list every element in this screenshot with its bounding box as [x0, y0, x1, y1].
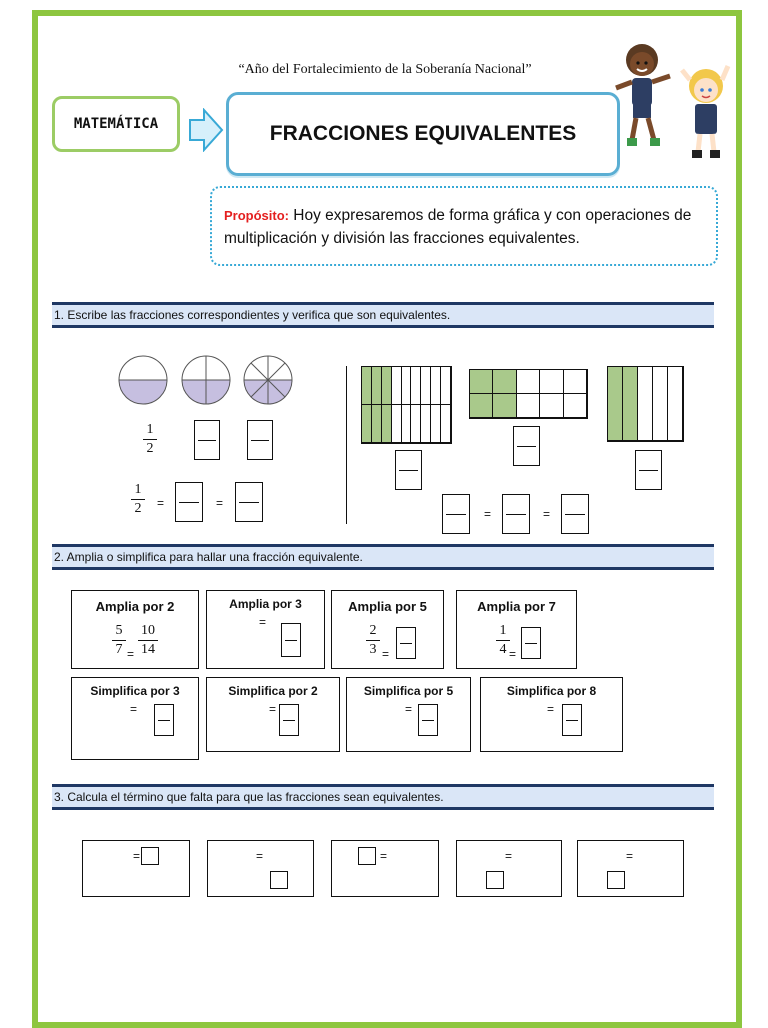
equals-sign: = — [259, 615, 267, 629]
fraction-answer-box[interactable] — [281, 623, 301, 657]
denominator: 3 — [369, 642, 377, 657]
fraction-result — [138, 623, 158, 658]
numerator: 1 — [146, 422, 154, 437]
equals-sign: = — [157, 496, 165, 510]
card-simplifica-5 — [346, 677, 471, 752]
fraction-answer-box[interactable] — [561, 494, 589, 534]
fraction-answer-box[interactable] — [635, 450, 662, 490]
equals-sign: = — [216, 496, 224, 510]
circle-quarters — [182, 356, 230, 404]
numerator: 10 — [141, 623, 155, 638]
card-simplifica-8 — [480, 677, 623, 752]
numerator: 5 — [115, 623, 123, 638]
card-simplifica-2 — [206, 677, 340, 752]
missing-term-card — [577, 840, 684, 897]
year-motto: “Año del Fortalecimiento de la Soberanía Nacional” — [238, 62, 532, 77]
fraction-start — [496, 623, 510, 658]
fraction-circles — [118, 354, 293, 406]
answer-square[interactable] — [141, 847, 159, 865]
card-title: Amplia por 3 — [229, 597, 302, 611]
fraction-answer-box[interactable] — [279, 704, 299, 736]
fraction-bar — [112, 640, 126, 641]
equals-sign: = — [133, 849, 141, 863]
purpose-box — [210, 186, 718, 266]
fraction-start — [112, 623, 126, 658]
fraction-answer-box[interactable] — [418, 704, 438, 736]
missing-term-card — [456, 840, 562, 897]
denominator: 2 — [134, 501, 142, 516]
fraction-answer-box[interactable] — [562, 704, 582, 736]
card-title: Amplia por 2 — [95, 599, 175, 614]
fraction-bar — [496, 640, 510, 641]
fraction-bar — [131, 499, 145, 500]
fraction-answer-box[interactable] — [521, 627, 541, 659]
card-amplia-3 — [206, 590, 325, 669]
fraction-answer-box[interactable] — [442, 494, 470, 534]
numerator: 2 — [369, 623, 377, 638]
fraction-answer-box[interactable] — [395, 450, 422, 490]
card-title: Simplifica por 5 — [363, 684, 454, 698]
equals-sign: = — [626, 849, 634, 863]
fraction-bar — [138, 640, 158, 641]
denominator: 2 — [146, 441, 154, 456]
divider — [346, 366, 347, 524]
card-amplia-5 — [331, 590, 444, 669]
section-1-heading: 1. Escribe las fracciones correspondientes y verifica que son equivalentes. — [52, 302, 714, 328]
fraction-bar — [143, 439, 157, 440]
denominator: 14 — [141, 642, 155, 657]
answer-square[interactable] — [486, 871, 504, 889]
card-title: Amplia por 5 — [348, 599, 427, 614]
missing-term-card — [331, 840, 439, 897]
purpose-text: Hoy expresaremos de forma gráfica y con operaciones de multiplicación y división las fracciones equivalentes. — [224, 207, 692, 247]
fraction-answer-box[interactable] — [175, 482, 203, 522]
card-simplifica-3 — [71, 677, 199, 760]
fraction-bar — [366, 640, 380, 641]
equals-sign: = — [543, 507, 551, 521]
grid-fifths — [607, 366, 684, 442]
equals-sign: = — [405, 702, 413, 716]
section-3-heading: 3. Calcula el término que falta para que las fracciones sean equivalentes. — [52, 784, 714, 810]
purpose-label: Propósito: — [224, 208, 289, 223]
card-amplia-7 — [456, 590, 577, 669]
missing-term-card — [82, 840, 190, 897]
arrow-right-icon — [188, 108, 224, 152]
missing-term-card — [207, 840, 314, 897]
children-illustration — [612, 36, 734, 166]
answer-square[interactable] — [270, 871, 288, 889]
equals-sign: = — [269, 702, 277, 716]
page-title: FRACCIONES EQUIVALENTES — [226, 92, 620, 176]
section-2-heading: 2. Amplia o simplifica para hallar una fracción equivalente. — [52, 544, 714, 570]
numerator: 1 — [499, 623, 507, 638]
fraction-start — [366, 623, 380, 658]
denominator: 4 — [499, 642, 507, 657]
fraction-answer-box[interactable] — [396, 627, 416, 659]
fraction-answer-box[interactable] — [194, 420, 220, 460]
circle-eighths — [244, 356, 292, 404]
fraction-answer-box[interactable] — [235, 482, 263, 522]
numerator: 1 — [134, 482, 142, 497]
card-title: Simplifica por 8 — [506, 684, 597, 698]
fraction-one-half — [143, 422, 157, 457]
fraction-answer-box[interactable] — [154, 704, 174, 736]
equals-sign: = — [484, 507, 492, 521]
subject-badge: MATEMÁTICA — [52, 96, 180, 152]
fraction-answer-box[interactable] — [513, 426, 540, 466]
card-title: Simplifica por 3 — [90, 684, 180, 698]
equals-sign: = — [380, 849, 388, 863]
card-amplia-2 — [71, 590, 199, 669]
equals-sign: = — [505, 849, 513, 863]
fraction-answer-box[interactable] — [247, 420, 273, 460]
answer-square[interactable] — [607, 871, 625, 889]
equals-sign: = — [130, 702, 138, 716]
circle-halves — [119, 356, 167, 404]
denominator: 7 — [115, 642, 123, 657]
equals-sign: = — [382, 647, 390, 661]
equals-sign: = — [256, 849, 264, 863]
equals-sign: = — [547, 702, 555, 716]
equals-sign: = — [509, 647, 517, 661]
fraction-answer-box[interactable] — [502, 494, 530, 534]
grid-ninths — [361, 366, 452, 444]
fraction-one-half — [131, 482, 145, 517]
card-title: Amplia por 7 — [477, 599, 556, 614]
answer-square[interactable] — [358, 847, 376, 865]
card-title: Simplifica por 2 — [228, 684, 318, 698]
equals-sign: = — [127, 647, 135, 661]
grid-tenths — [469, 369, 588, 419]
